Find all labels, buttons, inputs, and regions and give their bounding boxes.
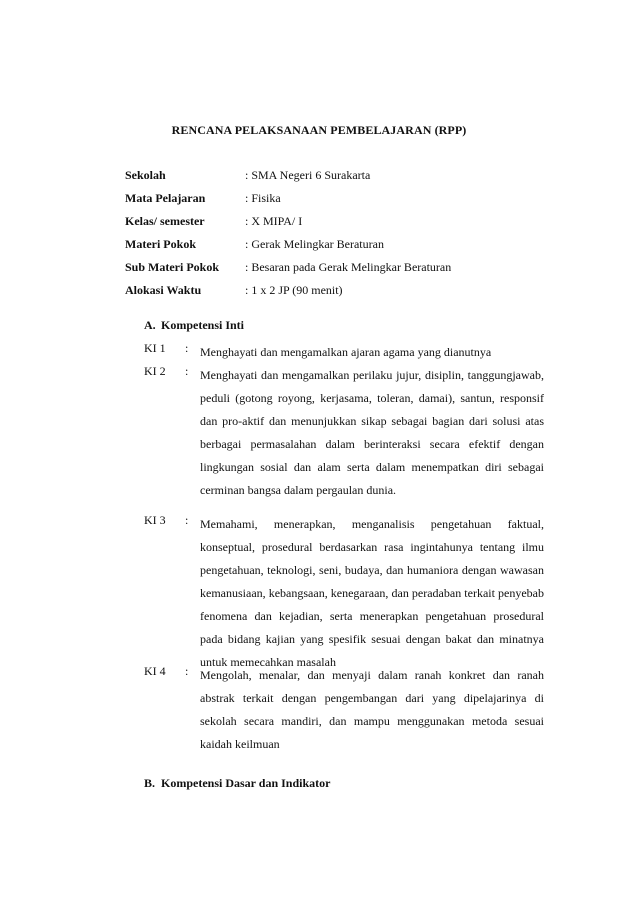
- section-title: Kompetensi Dasar dan Indikator: [161, 776, 331, 790]
- info-value: : SMA Negeri 6 Surakarta: [245, 168, 371, 182]
- ki-label: KI 4: [144, 664, 166, 678]
- info-label: Materi Pokok: [125, 237, 196, 251]
- ki-text: Menghayati dan mengamalkan ajaran agama yang dianutnya: [200, 345, 492, 359]
- section-letter: B.: [144, 776, 156, 790]
- ki-text: Memahami, menerapkan, menganalisis pengetahuan faktual, konseptual, prosedural berdasarkan rasa ingintahunya tentang ilmu pengetahuan, teknologi, seni, budaya, dan humaniora dengan wawasan kemanusiaan, kebangsaan, kenegaraan, dan peradaban terkait penyebab fenomena dan kejadian, serta menerapkan pengetahuan prosedural pada bidang kajian yang spesifik sesuai dengan bakat dan minatnya untuk memecahkan masalah: [200, 517, 544, 669]
- ki-colon: :: [185, 364, 189, 378]
- info-label: Alokasi Waktu: [125, 283, 202, 297]
- info-value: : Besaran pada Gerak Melingkar Beraturan: [245, 260, 452, 274]
- ki-text: Mengolah, menalar, dan menyaji dalam ranah konkret dan ranah abstrak terkait dengan pengembangan dari yang dipelajarinya di sekolah secara mandiri, dan mampu menggunakan metoda sesuai kaidah keilmuan: [200, 668, 544, 751]
- info-value: : 1 x 2 JP (90 menit): [245, 283, 343, 297]
- ki-text: Menghayati dan mengamalkan perilaku jujur, disiplin, tanggungjawab, peduli (gotong royong, kerjasama, toleran, damai), santun, responsif dan pro-aktif dan menunjukkan sikap sebagai bagian dari solusi atas berbagai permasalahan dalam berinteraksi secara efektif dengan lingkungan sosial dan alam serta dalam menempatkan diri sebagai cerminan bangsa dalam pergaulan dunia.: [200, 368, 544, 497]
- info-label: Kelas/ semester: [125, 214, 205, 228]
- ki-colon: :: [185, 341, 189, 355]
- ki-colon: :: [185, 513, 189, 527]
- section-title: Kompetensi Inti: [161, 318, 245, 332]
- info-value: : X MIPA/ I: [245, 214, 303, 228]
- ki-label: KI 2: [144, 364, 166, 378]
- info-label: Sub Materi Pokok: [125, 260, 220, 274]
- ki-colon: :: [185, 664, 189, 678]
- ki-label: KI 3: [144, 513, 166, 527]
- section-b-heading: [144, 776, 330, 791]
- ki-label: KI 1: [144, 341, 166, 355]
- info-label: Sekolah: [125, 168, 166, 182]
- info-value: : Fisika: [245, 191, 281, 205]
- document-title: RENCANA PELAKSANAAN PEMBELAJARAN (RPP): [171, 123, 467, 137]
- info-value: : Gerak Melingkar Beraturan: [245, 237, 384, 251]
- section-letter: A.: [144, 318, 156, 332]
- info-label: Mata Pelajaran: [125, 191, 206, 205]
- section-a-heading: [144, 318, 244, 333]
